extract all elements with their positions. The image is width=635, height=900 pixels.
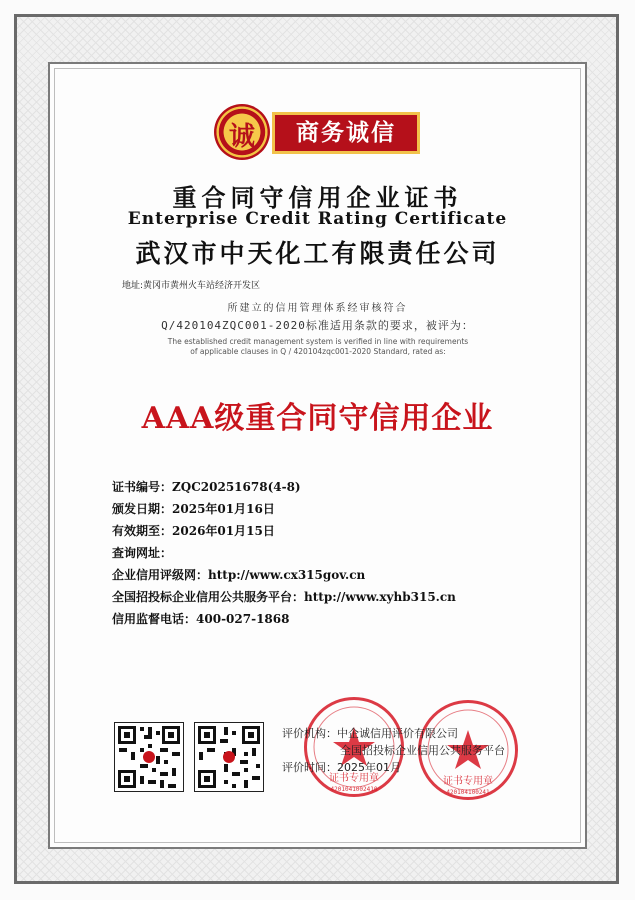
statement-en-line: The established credit management system is verified in line with requirements (167, 337, 469, 346)
info-value: 2026年01月15日 (172, 524, 275, 538)
address-value: 黄冈市黄州火车站经济开发区 (143, 281, 261, 291)
info-label: 颁发日期： (112, 502, 173, 516)
info-value: 400-027-1868 (196, 612, 290, 626)
info-row-rating-site (112, 564, 456, 586)
rating-site-link[interactable]: http://www.cx315gov.cn (208, 568, 366, 582)
statement-text: 所建立的信用管理体系经审核符合 (227, 303, 408, 314)
evaluation-org: 评价机构：中企诚信用评价有限公司 (282, 727, 458, 740)
company-address (122, 278, 260, 291)
company-name: 武汉市中天化工有限责任公司 (135, 239, 500, 268)
info-row-valid-until (112, 520, 456, 542)
info-row-issue-date (112, 498, 456, 520)
seal-icon (214, 104, 270, 160)
stamp-number: 4201041002410 (330, 786, 378, 793)
certificate-title-en: Enterprise Credit Rating Certificate (127, 209, 508, 229)
stamp-number: 420104100241 (446, 789, 490, 796)
info-row-number (112, 476, 456, 498)
certificate-title: 重合同守信用企业证书 (172, 183, 463, 212)
statement-text-en (118, 337, 518, 357)
seal-text: 诚 (228, 122, 255, 152)
info-label: 有效期至： (112, 524, 173, 538)
info-label: 查询网址： (112, 546, 173, 560)
info-label: 证书编号： (112, 480, 173, 494)
stamp-label: 证书专用章 (329, 773, 379, 784)
info-value: ZQC20251678(4-8) (172, 480, 301, 494)
qr-code-icon[interactable] (114, 722, 184, 792)
stamp-label: 证书专用章 (443, 776, 493, 787)
info-label: 企业信用评级网： (112, 568, 209, 582)
evaluation-date: 评价时间：2025年01月 (282, 761, 401, 774)
info-value: 2025年01月16日 (172, 502, 275, 516)
address-label: 地址: (122, 281, 144, 291)
info-label: 全国招投标企业信用公共服务平台： (112, 590, 305, 604)
evaluation-info (282, 725, 505, 776)
platform-site-link[interactable]: http://www.xyhb315.cn (304, 590, 456, 604)
badge-label: 商务诚信 (272, 112, 420, 154)
rating-grade: AAA级重合同守信用企业 (141, 401, 494, 436)
qr-code-icon[interactable] (194, 722, 264, 792)
info-row-phone (112, 608, 456, 630)
certificate-info (112, 476, 456, 630)
statement-en-line: of applicable clauses in Q / 420104zqc001-2020 Standard, rated as: (190, 347, 446, 356)
info-row-query-site (112, 542, 456, 564)
credit-badge (214, 104, 422, 158)
evaluation-platform: 全国招投标企业信用公共服务平台 (340, 744, 505, 757)
info-label: 信用监督电话： (112, 612, 197, 626)
info-row-platform-site (112, 586, 456, 608)
standard-text: Q/420104ZQC001-2020标准适用条款的要求，被评为： (161, 319, 474, 332)
